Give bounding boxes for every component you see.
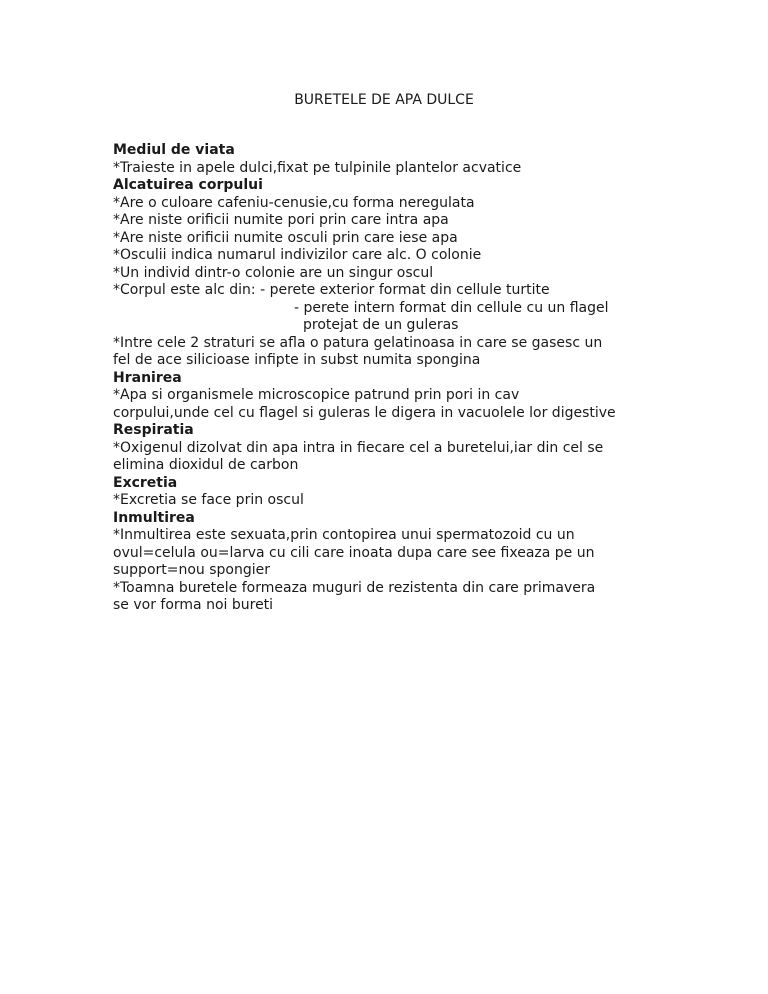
section-heading-alcatuirea: Alcatuirea corpului (113, 177, 263, 193)
section-heading-respiratia: Respiratia (113, 422, 194, 438)
text-line: *Are niste orificii numite osculi prin care iese apa (113, 229, 458, 246)
section-heading-mediul: Mediul de viata (113, 142, 235, 158)
text-line: *Traieste in apele dulci,fixat pe tulpinile plantelor acvatice (113, 159, 522, 176)
text-line: support=nou spongier (113, 562, 271, 578)
text-line: fel de ace silicioase infipte in subst numita spongina (113, 352, 481, 368)
document-title: BURETELE DE APA DULCE (294, 92, 474, 108)
text-line: *Corpul este alc din: - perete exterior format din cellule turtite (113, 282, 550, 298)
text-line: ovul=celula ou=larva cu cili care inoata dupa care see fixeaza pe un (113, 544, 595, 561)
text-line: *Oxigenul dizolvat din apa intra in fiecare cel a buretelui,iar din cel se (113, 439, 604, 456)
section-heading-hranirea: Hranirea (113, 369, 182, 386)
text-line: *Toamna buretele formeaza muguri de rezistenta din care primavera (113, 579, 596, 596)
text-line: *Un individ dintr-o colonie are un singur oscul (113, 264, 434, 281)
text-line: *Apa si organismele microscopice patrund prin pori in cav (113, 387, 520, 403)
text-line: *Are o culoare cafeniu-cenusie,cu forma neregulata (113, 194, 475, 211)
text-line: *Inmultirea este sexuata,prin contopirea unui spermatozoid cu un (113, 527, 575, 543)
text-line-indented: - perete intern format din cellule cu un flagel (294, 299, 609, 316)
text-line: *Osculii indica numarul indivizilor care alc. O colonie (113, 247, 482, 263)
section-heading-excretia: Excretia (113, 474, 178, 491)
text-line: elimina dioxidul de carbon (113, 457, 299, 473)
text-line: *Are niste orificii numite pori prin care intra apa (113, 212, 449, 228)
document-body (113, 142, 653, 615)
text-line: *Intre cele 2 straturi se afla o patura gelatinoasa in care se gasesc un (113, 334, 603, 351)
text-line: corpului,unde cel cu flagel si guleras le digera in vacuolele lor digestive (113, 404, 616, 421)
section-heading-inmultirea: Inmultirea (113, 509, 195, 526)
text-line: se vor forma noi bureti (113, 597, 274, 613)
text-line-indented: protejat de un guleras (303, 317, 459, 333)
text-line: *Excretia se face prin oscul (113, 492, 304, 508)
